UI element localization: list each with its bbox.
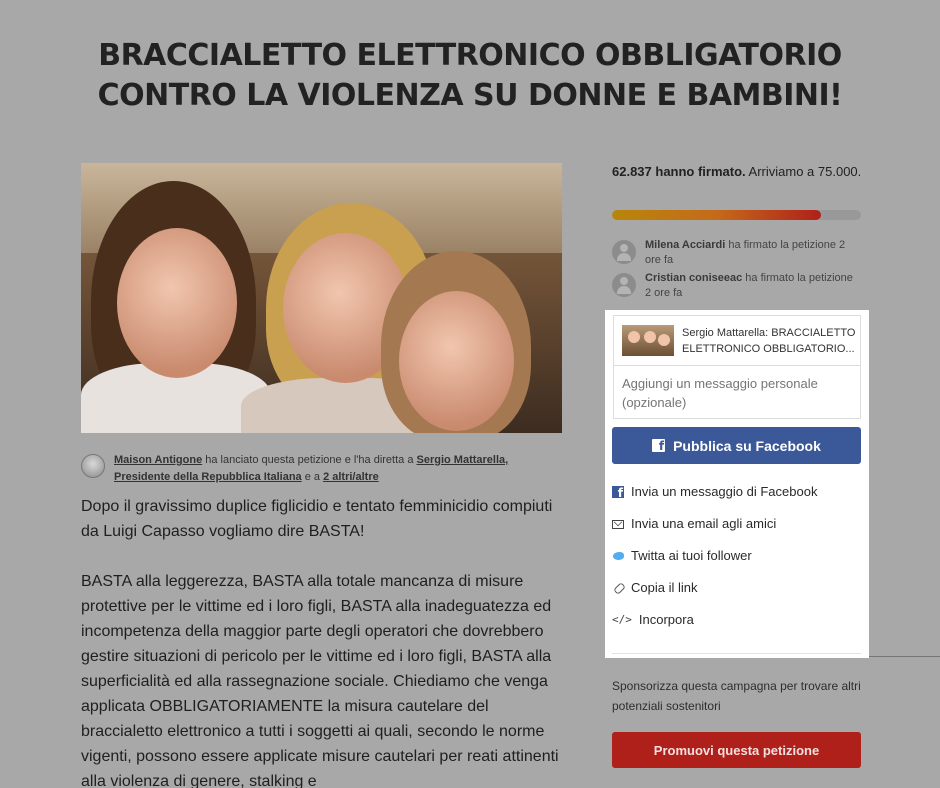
facebook-icon: f	[652, 439, 665, 452]
share-item-label: Incorpora	[638, 612, 694, 627]
recent-signer	[612, 238, 862, 268]
share-preview	[613, 315, 861, 365]
share-item-label: Invia una email agli amici	[631, 516, 777, 531]
share-preview-thumbnail	[622, 325, 674, 356]
signer-name: Cristian coniseeac	[645, 272, 743, 284]
share-preview-text: Sergio Mattarella: BRACCIALETTO ELETTRONICO OBBLIGATORIO...	[682, 327, 856, 355]
divider	[869, 656, 940, 657]
photo-face-left	[117, 228, 237, 378]
other-decision-makers-link[interactable]: 2 altri/altre	[323, 471, 379, 483]
mail-icon	[612, 520, 624, 529]
signature-goal: Arriviamo a 75.000.	[745, 164, 862, 179]
signature-progress-bar	[612, 210, 861, 220]
signer-action: ha firmato la petizione 2 ore fa	[645, 239, 846, 266]
body-paragraph: Dopo il gravissimo duplice figlicidio e tentato femminicidio compiuti da Luigi Capasso vogliamo dire BASTA!	[81, 498, 553, 540]
petition-body	[81, 494, 561, 788]
starter-text: ha lanciato questa petizione e l'ha diretta a	[202, 454, 417, 466]
facebook-icon	[612, 486, 624, 498]
signature-count-number: 62.837 hanno firmato.	[612, 164, 746, 179]
signer-action: ha firmato la petizione 2 ore fa	[645, 272, 853, 299]
promote-petition-button[interactable]: Promuovi questa petizione	[612, 732, 861, 768]
starter-avatar	[81, 454, 105, 478]
share-panel	[605, 310, 869, 658]
recent-signer	[612, 271, 862, 301]
user-avatar-icon	[612, 240, 636, 264]
divider	[612, 653, 861, 654]
publish-facebook-label: Pubblica su Facebook	[673, 437, 821, 454]
petition-title: BRACCIALETTO ELETTRONICO OBBLIGATORIO CONTRO LA VIOLENZA SU DONNE E BAMBINI!	[97, 38, 843, 113]
share-twitter[interactable]	[612, 545, 862, 567]
embed[interactable]	[612, 609, 862, 631]
share-item-label: Invia un messaggio di Facebook	[631, 484, 818, 499]
starter-name-link[interactable]: Maison Antigone	[114, 454, 203, 466]
signature-progress-fill	[612, 210, 821, 220]
embed-icon: </>	[612, 613, 632, 626]
share-item-label: Copia il link	[631, 580, 698, 595]
photo-face-right	[399, 291, 514, 431]
share-facebook-message[interactable]	[612, 481, 862, 503]
body-paragraph: BASTA alla leggerezza, BASTA alla totale mancanza di misure protettive per le vittime ed i loro figli, BASTA alla inadeguatezza ed incompetenza della maggior parte degli operatori che dovrebbero gestire situazioni di pericolo per le vittime ed i loro figli, BASTA alla superficialità ed alla rassegnazione sociale. Chiediamo che venga applicata OBBLIGATORIAMENTE la misura cautelare del braccialetto elettronico a tutti i soggetti ai quali, secondo le norme vigenti, possono essere applicate misure cautelari per reati attinenti alla violenza di genere, stalking e	[81, 573, 559, 788]
starter-text-2: e a	[301, 471, 324, 483]
publish-facebook-button[interactable]	[612, 427, 861, 464]
copy-link[interactable]	[612, 577, 862, 599]
petition-starter	[81, 452, 561, 486]
twitter-icon	[612, 550, 624, 562]
link-icon	[612, 582, 624, 594]
personal-message-input[interactable]	[613, 365, 861, 419]
signature-count	[612, 162, 862, 182]
user-avatar-icon	[612, 273, 636, 297]
share-item-label: Twitta ai tuoi follower	[631, 548, 752, 563]
petition-photo	[81, 163, 562, 433]
sponsor-text: Sponsorizza questa campagna per trovare altri potenziali sostenitori	[612, 679, 861, 713]
signer-name: Milena Acciardi	[645, 239, 726, 251]
share-email[interactable]	[612, 513, 862, 535]
decision-maker-link[interactable]: Sergio Mattarella, Presidente della Repubblica Italiana	[114, 454, 509, 483]
